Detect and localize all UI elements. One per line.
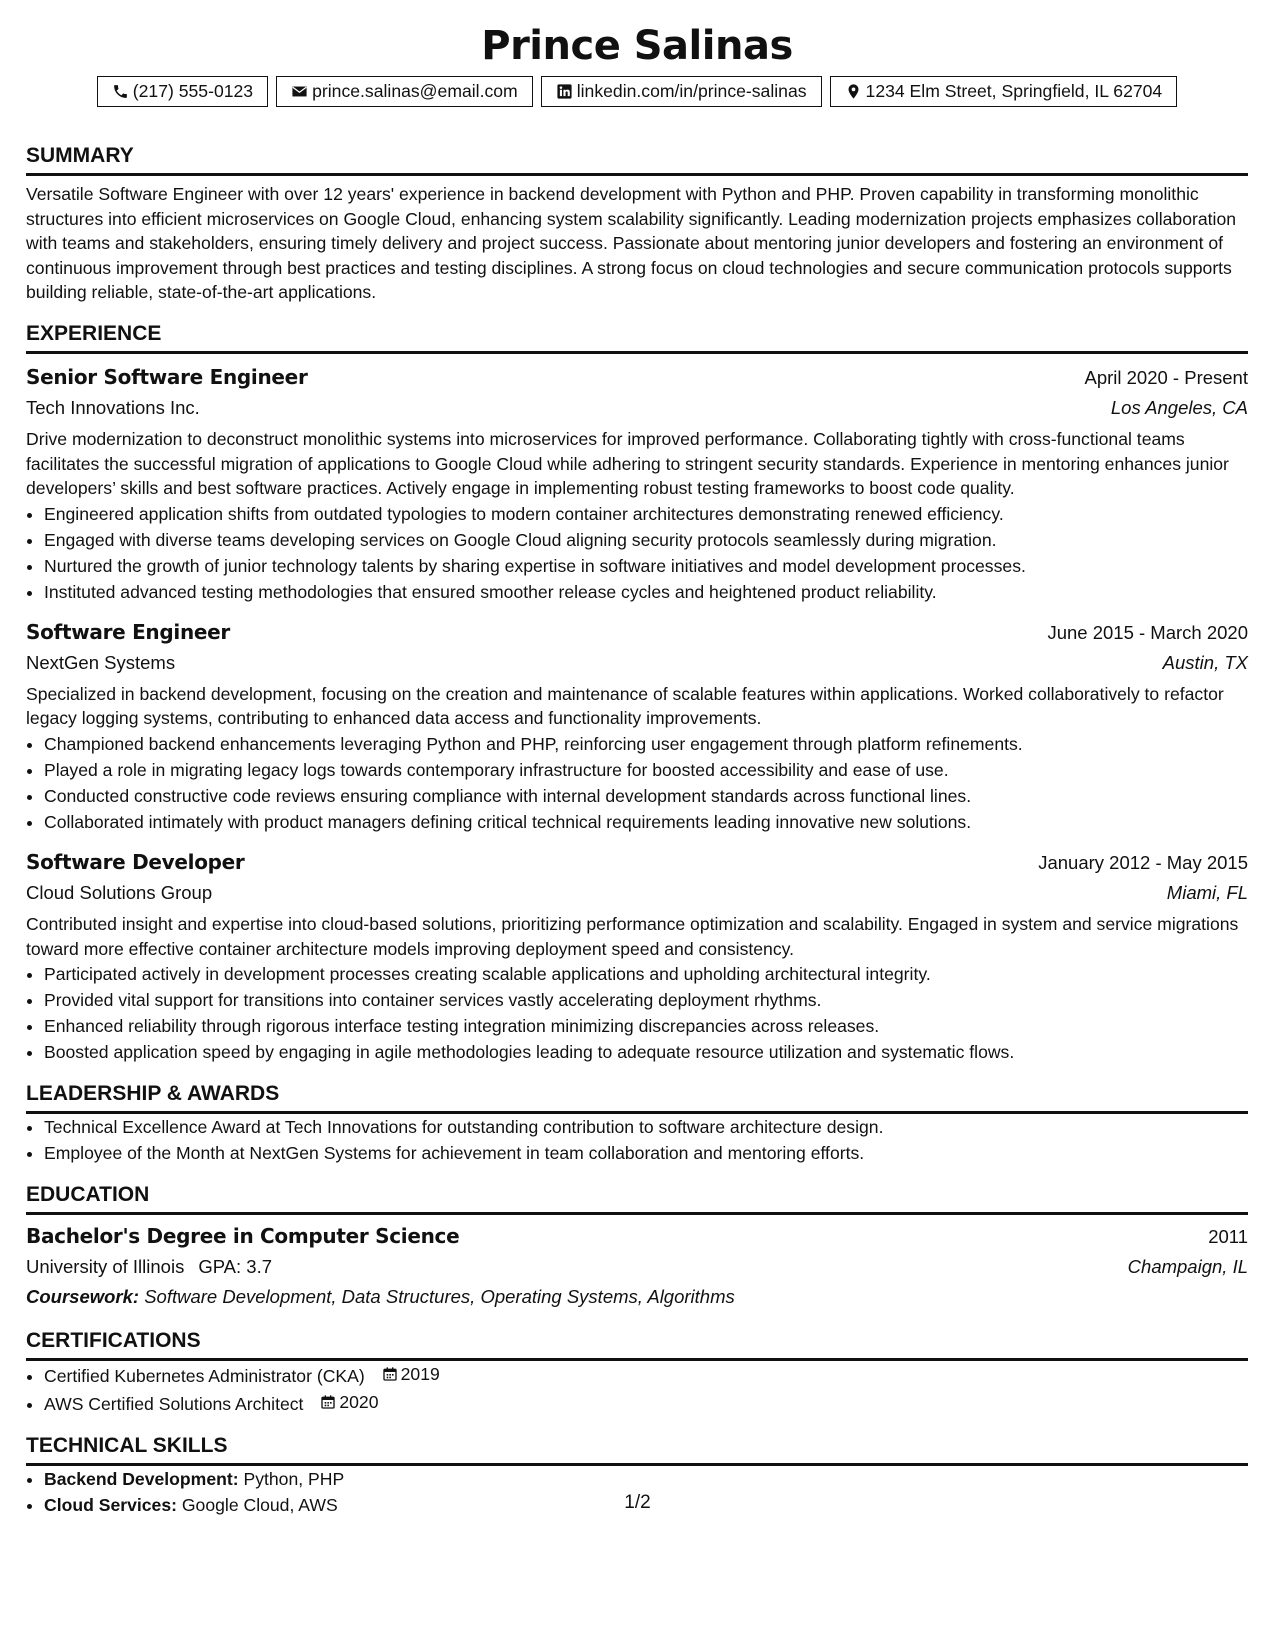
cert-name: Certified Kubernetes Administrator (CKA) — [44, 1366, 365, 1387]
section-title-skills: TECHNICAL SKILLS — [26, 1433, 1248, 1466]
email-text: prince.salinas@email.com — [312, 81, 518, 101]
list-item: • Employee of the Month at NextGen Systems for achievement in team collaboration and mentoring efforts. — [44, 1140, 1248, 1166]
cert-name: AWS Certified Solutions Architect — [44, 1394, 304, 1415]
skill-label: Backend Development: — [44, 1469, 239, 1490]
degree-title: Bachelor's Degree in Computer Science — [26, 1224, 460, 1249]
skill-value: Google Cloud, AWS — [181, 1495, 338, 1516]
skill-label: Cloud Services: — [44, 1495, 177, 1516]
job-date: June 2015 - March 2020 — [1047, 621, 1248, 643]
job-company: Tech Innovations Inc. — [26, 396, 200, 418]
coursework-text: Software Development, Data Structures, Operating Systems, Algorithms — [144, 1286, 735, 1308]
job-description: Specialized in backend development, focusing on the creation and maintenance of scalable features within applications. Worked collaboratively to refactor legacy logging systems, contributing to enhanced data access and functionality improvements. — [26, 683, 1224, 729]
skill-value: Python, PHP — [243, 1469, 345, 1490]
list-item — [44, 1361, 1248, 1389]
job-date: January 2012 - May 2015 — [1038, 851, 1248, 873]
job-title: Software Developer — [26, 849, 245, 874]
contact-phone[interactable] — [97, 76, 268, 107]
list-item: • Provided vital support for transitions into container services vastly accelerating deployment rhythms. — [44, 987, 1248, 1013]
job-title: Software Engineer — [26, 619, 230, 644]
list-item: • Engaged with diverse teams developing services on Google Cloud aligning security protocols seamlessly during migration. — [44, 527, 1248, 553]
section-title-leadership: LEADERSHIP & AWARDS — [26, 1081, 1248, 1114]
section-title-education: EDUCATION — [26, 1182, 1248, 1215]
calendar-icon — [320, 1394, 336, 1410]
list-item: • Collaborated intimately with product managers defining critical technical requirements leading innovative new solutions. — [44, 809, 1248, 835]
list-item — [44, 1466, 1248, 1492]
linkedin-text: linkedin.com/in/prince-salinas — [576, 81, 807, 101]
linkedin-icon — [556, 83, 573, 100]
calendar-icon — [382, 1366, 398, 1382]
job-location: Miami, FL — [1166, 881, 1248, 903]
map-pin-icon — [845, 83, 862, 100]
education-section — [26, 1182, 1248, 1312]
list-item: • Championed backend enhancements leveraging Python and PHP, reinforcing user engagement through platform refinements. — [44, 731, 1248, 757]
job-entry — [26, 617, 1248, 835]
list-item: • Participated actively in development processes creating scalable applications and upholding architectural integrity. — [44, 961, 1248, 987]
school-location: Champaign, IL — [1127, 1256, 1248, 1278]
job-bullets — [26, 961, 1248, 1065]
list-item: • Enhanced reliability through rigorous interface testing integration minimizing discrepancies across releases. — [44, 1013, 1248, 1039]
job-bullets — [26, 731, 1248, 835]
job-description: Contributed insight and expertise into cloud-based solutions, prioritizing performance optimization and scalability. Engaged in system and service migrations toward more effective container architecture models improving deployment speed and consistency. — [26, 913, 1239, 959]
cert-year: 2020 — [339, 1392, 379, 1413]
summary-section — [26, 143, 1248, 305]
section-title-certifications: CERTIFICATIONS — [26, 1328, 1248, 1361]
contact-bar — [26, 76, 1248, 107]
job-company: NextGen Systems — [26, 651, 176, 673]
list-item: • Engineered application shifts from outdated typologies to modern container architectures demonstrating renewed efficiency. — [44, 501, 1248, 527]
contact-linkedin[interactable] — [541, 76, 822, 107]
job-description: Drive modernization to deconstruct monolithic systems into microservices for improved performance. Collaborating tightly with cross-functional teams facilitates the successful migration of applications to Google Cloud while adhering to stringent security standards. Experience in mentoring enhances junior developers’ skills and best software practices. Actively engage in implementing robust testing frameworks to boost code quality. — [26, 428, 1229, 499]
list-item — [44, 1389, 1248, 1417]
school-name: University of Illinois — [26, 1256, 185, 1278]
graduation-year: 2011 — [1208, 1226, 1248, 1248]
certifications-section — [26, 1328, 1248, 1417]
candidate-name: Prince Salinas — [481, 23, 793, 69]
phone-icon — [112, 83, 129, 100]
list-item: • Technical Excellence Award at Tech Innovations for outstanding contribution to software architecture design. — [44, 1114, 1248, 1140]
job-title: Senior Software Engineer — [26, 364, 308, 389]
gpa: GPA: 3.7 — [198, 1256, 273, 1278]
list-item: • Nurtured the growth of junior technology talents by sharing expertise in software initiatives and model development processes. — [44, 553, 1248, 579]
job-bullets — [26, 501, 1248, 605]
job-date: April 2020 - Present — [1084, 366, 1248, 388]
job-entry — [26, 362, 1248, 605]
envelope-icon — [291, 83, 308, 100]
leadership-section — [26, 1081, 1248, 1166]
coursework — [26, 1282, 1248, 1312]
coursework-label: Coursework: — [26, 1286, 140, 1308]
cert-year: 2019 — [400, 1364, 440, 1385]
contact-email[interactable] — [276, 76, 533, 107]
address-text: 1234 Elm Street, Springfield, IL 62704 — [865, 81, 1163, 101]
list-item: • Played a role in migrating legacy logs towards contemporary infrastructure for boosted accessibility and ease of use. — [44, 757, 1248, 783]
list-item: • Instituted advanced testing methodologies that ensured smoother release cycles and heightened product reliability. — [44, 579, 1248, 605]
contact-address[interactable] — [830, 76, 1178, 107]
certifications-list — [26, 1361, 1248, 1417]
job-location: Austin, TX — [1162, 651, 1248, 673]
phone-text: (217) 555-0123 — [132, 81, 254, 101]
job-location: Los Angeles, CA — [1110, 396, 1248, 418]
job-company: Cloud Solutions Group — [26, 881, 213, 903]
experience-section — [26, 321, 1248, 1065]
page-number: 1/2 — [624, 1492, 651, 1513]
resume-page — [26, 22, 1248, 1518]
summary-text: Versatile Software Engineer with over 12 years' experience in backend development with Python and PHP. Proven capability in transforming monolithic structures into efficient microservices on Google Cloud, enhancing system scalability significantly. Leading modernization projects emphasizes collaboration with teams and stakeholders, ensuring timely delivery and project success. Passionate about mentoring junior developers and fostering an environment of continuous improvement through best practices and testing disciplines. A strong focus on cloud technologies and secure communication protocols supports building reliable, state-of-the-art applications. — [26, 184, 1237, 303]
awards-list — [26, 1114, 1248, 1166]
list-item: • Conducted constructive code reviews ensuring compliance with internal development standards across functional lines. — [44, 783, 1248, 809]
list-item: • Boosted application speed by engaging in agile methodologies leading to adequate resource utilization and systematic flows. — [44, 1039, 1248, 1065]
job-entry — [26, 847, 1248, 1065]
section-title-summary: SUMMARY — [26, 143, 1248, 176]
section-title-experience: EXPERIENCE — [26, 321, 1248, 354]
